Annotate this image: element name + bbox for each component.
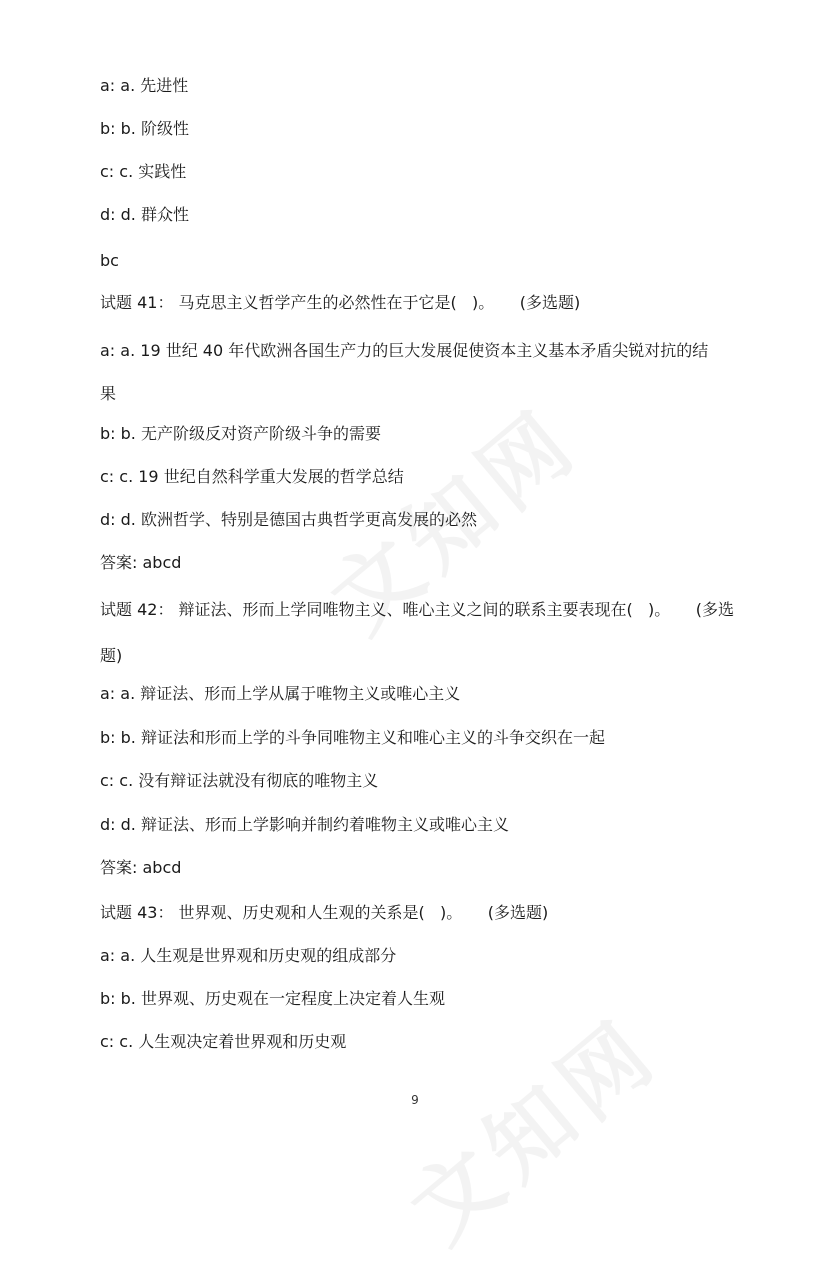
- option-b-q41: b: b. 无产阶级反对资产阶级斗争的需要: [100, 424, 381, 443]
- option-a-q42: a: a. 辩证法、形而上学从属于唯物主义或唯心主义: [100, 684, 461, 703]
- option-c-q43: c: c. 人生观决定着世界观和历史观: [100, 1032, 347, 1051]
- option-d-q41: d: d. 欧洲哲学、特别是德国古典哲学更高发展的必然: [100, 510, 477, 529]
- option-c-q41: c: c. 19 世纪自然科学重大发展的哲学总结: [100, 467, 404, 486]
- question-41: 试题 41： 马克思主义哲学产生的必然性在于它是( )。 (多选题): [100, 293, 581, 312]
- answer-q42: 答案: abcd: [100, 858, 182, 877]
- option-b-q40: b: b. 阶级性: [100, 119, 189, 138]
- option-d-q42: d: d. 辩证法、形而上学影响并制约着唯物主义或唯心主义: [100, 815, 509, 834]
- option-b-q42: b: b. 辩证法和形而上学的斗争同唯物主义和唯心主义的斗争交织在一起: [100, 728, 605, 747]
- option-c-q40: c: c. 实践性: [100, 162, 187, 181]
- option-c-q42: c: c. 没有辩证法就没有彻底的唯物主义: [100, 771, 379, 790]
- question-42: 试题 42： 辩证法、形而上学同唯物主义、唯心主义之间的联系主要表现在( )。 (多选: [100, 600, 734, 619]
- watermark-bottom: [380, 985, 680, 1265]
- option-a-q41: a: a. 19 世纪 40 年代欧洲各国生产力的巨大发展促使资本主义基本矛盾尖锐对抗的结: [100, 341, 709, 360]
- page-number: 9: [411, 1093, 419, 1107]
- option-a-q41-continued: 果: [100, 384, 117, 403]
- question-42-continued: 题): [100, 646, 123, 665]
- question-43: 试题 43： 世界观、历史观和人生观的关系是( )。 (多选题): [100, 903, 549, 922]
- answer-q40: bc: [100, 251, 119, 270]
- answer-q41: 答案: abcd: [100, 553, 182, 572]
- option-d-q40: d: d. 群众性: [100, 205, 189, 224]
- option-a-q40: a: a. 先进性: [100, 76, 189, 95]
- option-b-q43: b: b. 世界观、历史观在一定程度上决定着人生观: [100, 989, 445, 1008]
- option-a-q43: a: a. 人生观是世界观和历史观的组成部分: [100, 946, 397, 965]
